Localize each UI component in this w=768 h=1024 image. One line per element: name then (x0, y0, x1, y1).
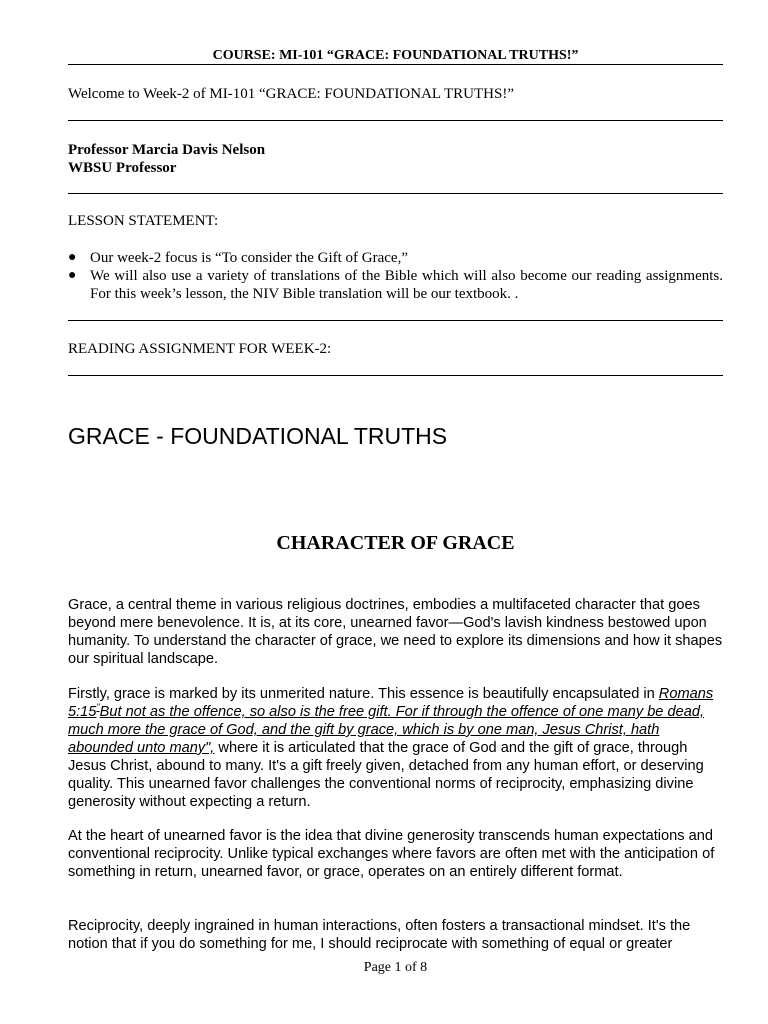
section-title: CHARACTER OF GRACE (276, 532, 515, 554)
paragraph-2 (68, 685, 723, 811)
professor-block (68, 141, 265, 177)
paragraph-2-intro: Firstly, grace is marked by its unmerited nature. This essence is beautifully encapsulated in (68, 686, 659, 702)
paragraph-4: Reciprocity, deeply ingrained in human interactions, often fosters a transactional mindset. It's the notion that if you do something for me, I should reciprocate with something of equal or greater (68, 918, 691, 952)
divider (68, 193, 723, 194)
paragraph-2-rest: where it is articulated that the grace of God and the gift of grace, through Jesus Christ, abound to many. It's a gift freely given, detached from any human effort, or deserving quality. This unearned favor challenges the conventional norms of reciprocity, emphasizing divine generosity without expecting a return. (68, 740, 704, 810)
bullet-text: Our week-2 focus is “To consider the Gift of Grace,” (90, 250, 408, 266)
verse-reference: Romans 5:15 (68, 686, 714, 720)
lesson-bullets (68, 249, 723, 303)
professor-name: Professor Marcia Davis Nelson (68, 142, 266, 158)
lesson-heading: LESSON STATEMENT: (68, 213, 219, 229)
list-item (68, 249, 723, 267)
divider (68, 320, 723, 321)
professor-title: WBSU Professor (68, 160, 177, 176)
bullet-icon: ● (68, 268, 77, 283)
reading-heading: READING ASSIGNMENT FOR WEEK-2: (68, 341, 332, 357)
divider (68, 120, 723, 121)
paragraph-1: Grace, a central theme in various religious doctrines, embodies a multifaceted character that goes beyond mere benevolence. It is, at its core, unearned favor—God's lavish kindness bestowed upon humanity. To understand the character of grace, we need to explore its dimensions and how it shapes our spiritual landscape. (68, 597, 723, 667)
verse-quote: But not as the offence, so also is the free gift. For if through the offence of one many be dead, much more the grace of God, and the gift by grace, which is by one man, Jesus Christ, hath abounded unto many", (68, 704, 705, 756)
verse-mark: " (96, 702, 100, 713)
bullet-icon: ● (68, 250, 77, 265)
welcome-line: Welcome to Week-2 of MI-101 “GRACE: FOUNDATIONAL TRUTHS!” (68, 86, 514, 102)
header-rule (68, 64, 723, 65)
list-item (68, 267, 723, 303)
divider (68, 375, 723, 376)
main-title: GRACE - FOUNDATIONAL TRUTHS (68, 423, 448, 449)
paragraph-3: At the heart of unearned favor is the idea that divine generosity transcends human expectations and conventional reciprocity. Unlike typical exchanges where favors are often met with the anticipation of something in return, unearned favor, or grace, operates on an entirely different format. (68, 828, 715, 880)
course-header: COURSE: MI-101 “GRACE: FOUNDATIONAL TRUTHS!” (212, 48, 579, 63)
page-number: Page 1 of 8 (363, 960, 428, 975)
bullet-text: We will also use a variety of translations of the Bible which will also become our reading assignments. For this week’s lesson, the NIV Bible translation will be our textbook. . (90, 268, 723, 302)
